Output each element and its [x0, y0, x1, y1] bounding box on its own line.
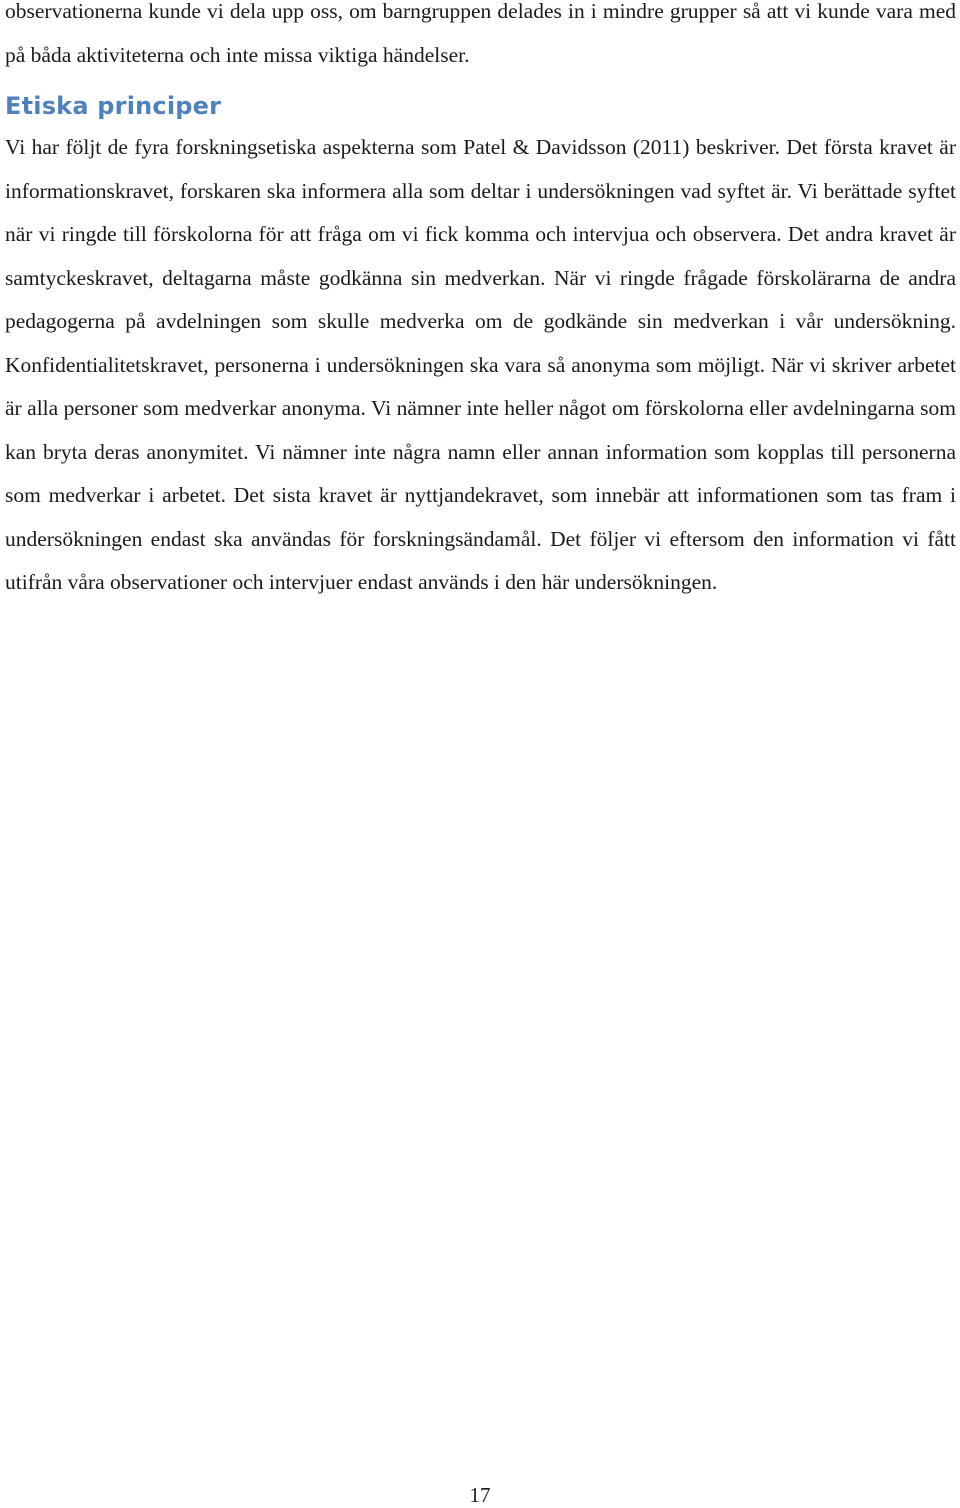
document-page: [5, 0, 956, 605]
section-heading: Etiska principer: [5, 92, 222, 120]
continuation-paragraph: observationerna kunde vi dela upp oss, om barngruppen delades in i mindre grupper så att vi kunde vara med på båda aktiviteterna och inte missa viktiga händelser.: [5, 0, 956, 67]
ethics-paragraph: Vi har följt de fyra forskningsetiska aspekterna som Patel & Davidsson (2011) beskriver. Det första kravet är informationskravet, forskaren ska informera alla som deltar i undersökningen vad syftet är. Vi berättade syftet när vi ringde till förskolorna för att fråga om vi fick komma och intervjua och observera. Det andra kravet är samtyckeskravet, deltagarna måste godkänna sin medverkan. När vi ringde frågade förskolärarna de andra pedagogerna på avdelningen som skulle medverka om de godkände sin medverkan i vår undersökning. Konfidentialitetskravet, personerna i undersökningen ska vara så anonyma som möjligt. När vi skriver arbetet är alla personer som medverkar anonyma. Vi nämner inte heller något om förskolorna eller avdelningarna som kan bryta deras anonymitet. Vi nämner inte några namn eller annan information som kopplas till personerna som medverkar i arbetet. Det sista kravet är nyttjandekravet, som innebär att informationen som tas fram i undersökningen endast ska användas för forskningsändamål. Det följer vi eftersom den information vi fått utifrån våra observationer och intervjuer endast används i den här undersökningen.: [5, 135, 956, 594]
page-number: 17: [469, 1483, 491, 1507]
